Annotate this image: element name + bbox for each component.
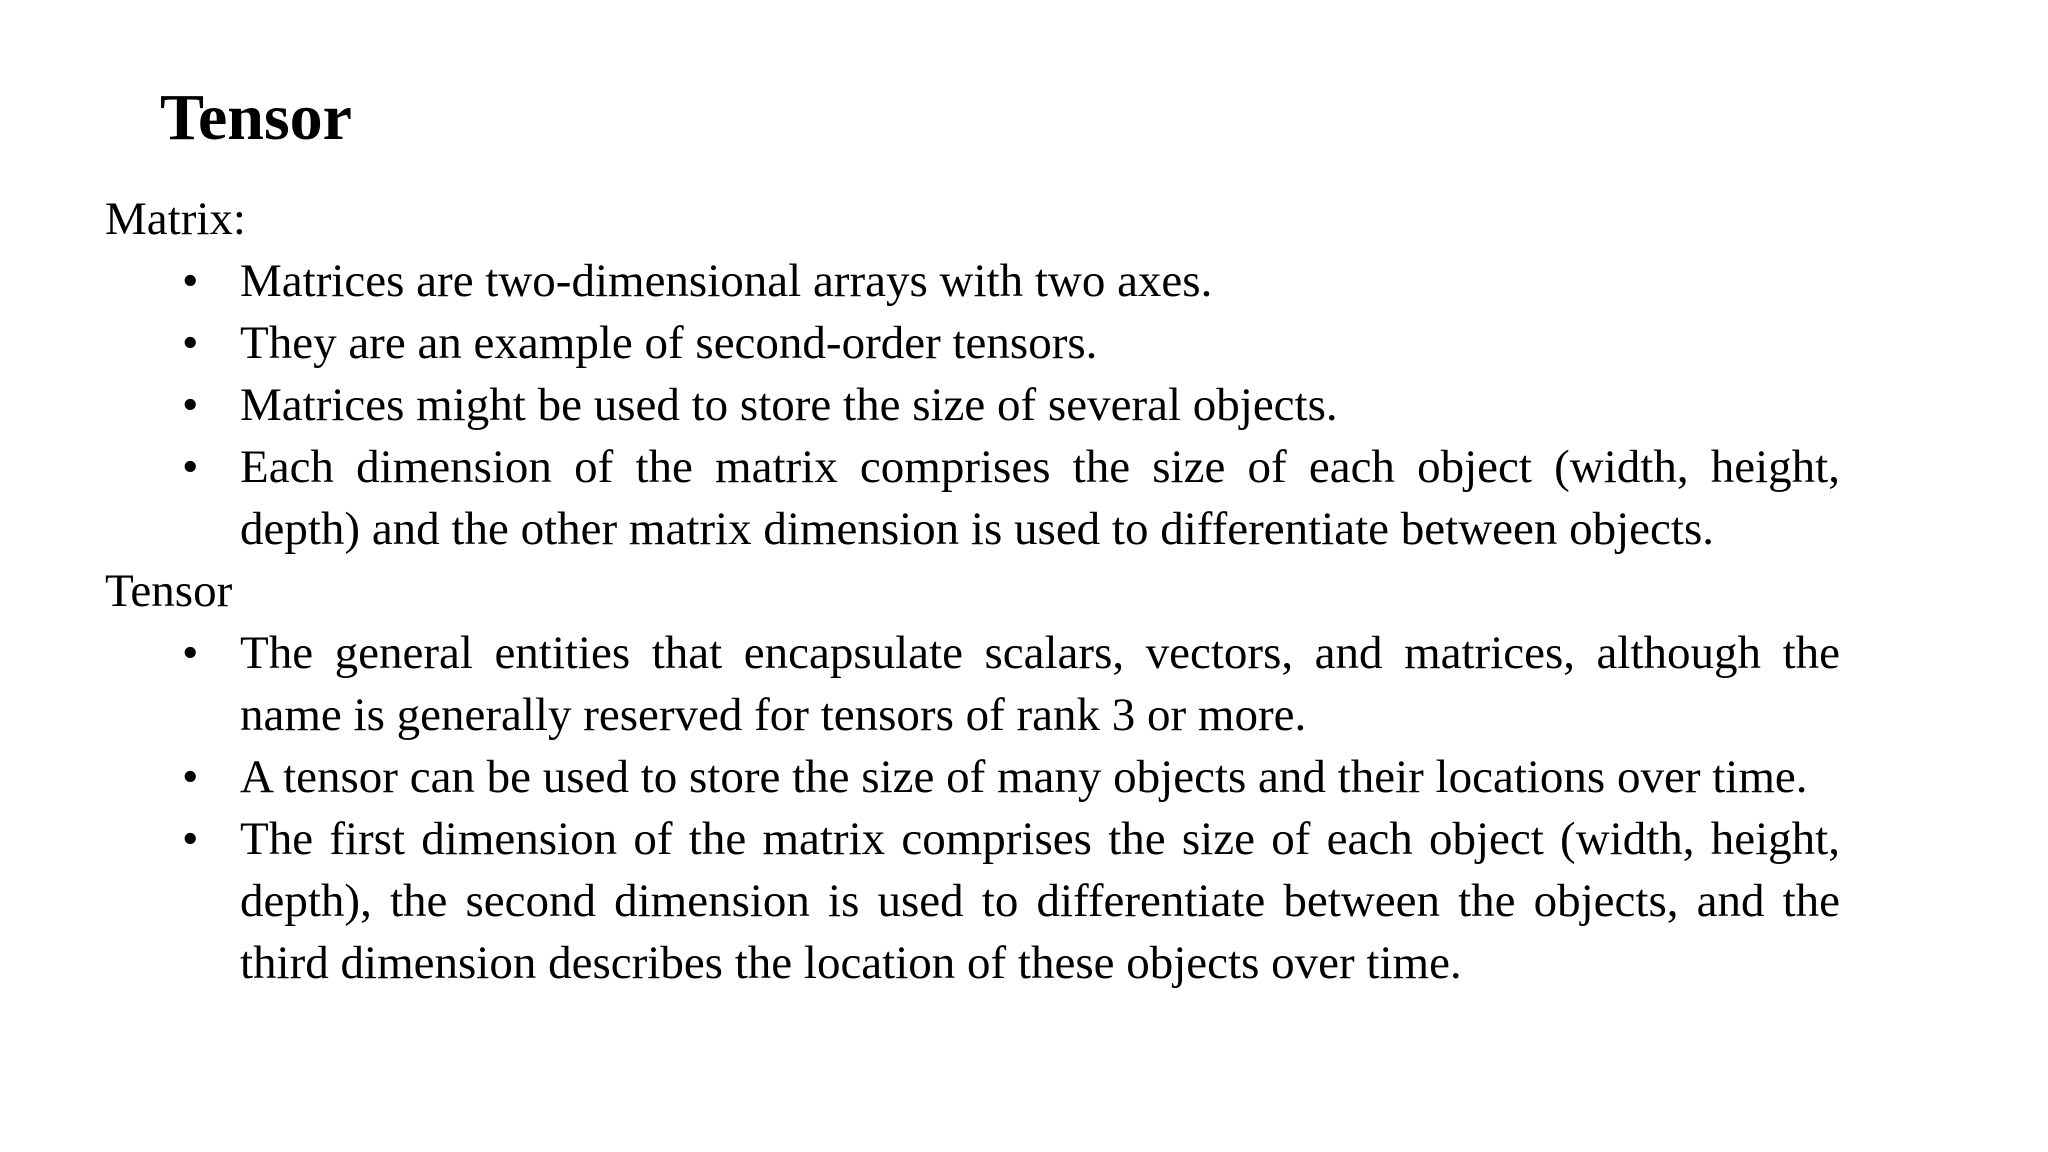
bullet-text: The general entities that encapsulate scalars, vectors, and matrices, although the name is generally reserved for tensors of rank 3 or more. [240, 627, 1840, 741]
bullet-list-tensor [105, 622, 1840, 994]
slide-title: Tensor [160, 81, 352, 154]
bullet-marker: • [182, 441, 199, 493]
bullet-item [182, 436, 1840, 560]
section-heading-matrix: Matrix: [105, 193, 246, 245]
slide-content [105, 188, 1840, 994]
bullet-item [182, 746, 1840, 808]
bullet-text: A tensor can be used to store the size of many objects and their locations over time. [240, 751, 1808, 803]
bullet-text: Matrices are two-dimensional arrays with two axes. [240, 255, 1213, 307]
bullet-marker: • [182, 255, 199, 307]
bullet-item [182, 622, 1840, 746]
section-heading-tensor: Tensor [105, 565, 233, 617]
bullet-item [182, 808, 1840, 994]
bullet-list-matrix [105, 250, 1840, 560]
bullet-text: The first dimension of the matrix comprises the size of each object (width, height, depth), the second dimension is used to differentiate between the objects, and the third dimension describes the location of these objects over time. [240, 813, 1840, 989]
bullet-item [182, 374, 1840, 436]
bullet-marker: • [182, 751, 199, 803]
bullet-marker: • [182, 317, 199, 369]
bullet-text: Each dimension of the matrix comprises the size of each object (width, height, depth) and the other matrix dimension is used to differentiate between objects. [240, 441, 1840, 555]
section-matrix [105, 188, 1840, 560]
bullet-marker: • [182, 627, 199, 679]
bullet-item [182, 250, 1840, 312]
bullet-marker: • [182, 379, 199, 431]
bullet-marker: • [182, 813, 199, 865]
bullet-text: They are an example of second-order tensors. [240, 317, 1098, 369]
section-tensor [105, 560, 1840, 994]
bullet-item [182, 312, 1840, 374]
bullet-text: Matrices might be used to store the size of several objects. [240, 379, 1338, 431]
